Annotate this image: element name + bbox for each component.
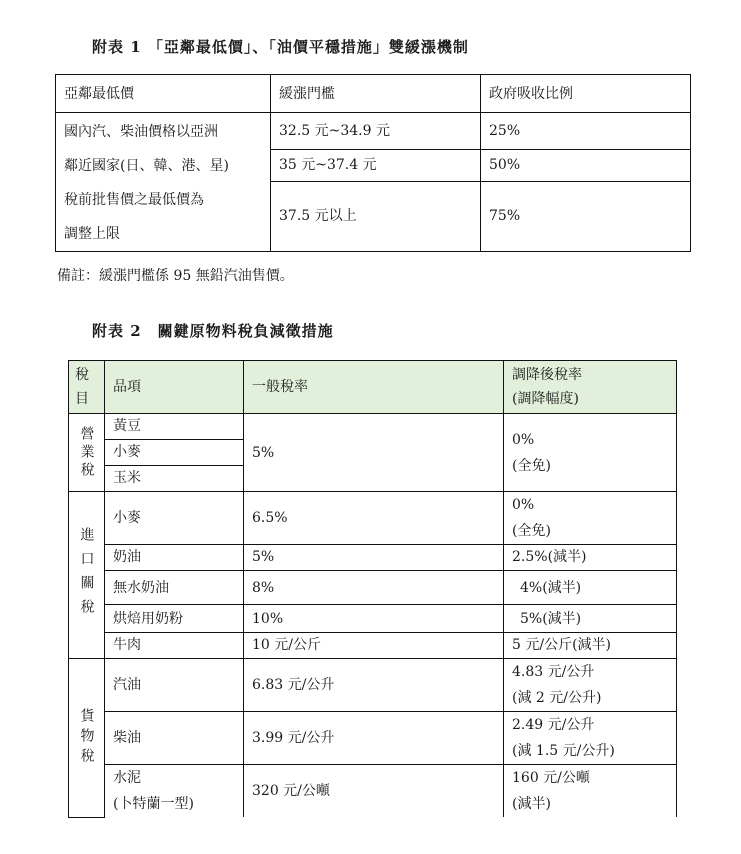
threshold-cell: 35 元~37.4 元 — [271, 149, 481, 181]
header-general-rate: 一般稅率 — [244, 361, 504, 414]
header-reduced-rate-line2: (調降幅度) — [512, 391, 579, 407]
table1-title: 附表 1 「亞鄰最低價」、「油價平穩措施」雙緩漲機制 — [92, 38, 469, 56]
header-government-ratio: 政府吸收比例 — [481, 75, 691, 113]
table-row — [69, 571, 677, 605]
table1-note: 備註：緩漲門檻係 95 無鉛汽油售價。 — [57, 268, 294, 284]
table-row — [69, 633, 677, 659]
general-rate-cell: 3.99 元/公升 — [244, 712, 504, 765]
header-reduced-rate — [504, 361, 677, 414]
item-cell — [105, 765, 244, 818]
reduced-rate-line: (減半) — [512, 796, 551, 812]
header-item: 品項 — [105, 361, 244, 414]
item-cell: 烘焙用奶粉 — [105, 605, 244, 633]
table-row — [69, 765, 677, 818]
threshold-cell: 37.5 元以上 — [271, 181, 481, 251]
table-row — [69, 492, 677, 545]
header-asia-lowest-price: 亞鄰最低價 — [56, 75, 271, 113]
item-cell: 黃豆 — [105, 414, 244, 440]
general-rate-cell: 10 元/公斤 — [244, 633, 504, 659]
reduced-rate-line: 2.49 元/公升 — [512, 717, 595, 733]
reduced-rate-line: 0% — [512, 497, 535, 513]
reduced-rate-cell: 4%(減半) — [504, 571, 677, 605]
ratio-cell: 25% — [481, 113, 691, 150]
item-line: 水泥 — [113, 770, 141, 786]
general-rate-cell: 10% — [244, 605, 504, 633]
category-import-tariff: 進口關稅 — [69, 492, 105, 659]
description-line: 稅前批售價之最低價為 — [64, 192, 204, 208]
description-cell — [56, 113, 271, 252]
ratio-cell: 75% — [481, 181, 691, 251]
reduced-rate-cell: 5%(減半) — [504, 605, 677, 633]
table-row — [56, 113, 691, 150]
item-cell: 小麥 — [105, 492, 244, 545]
general-rate-cell: 320 元/公噸 — [244, 765, 504, 818]
item-cell: 牛肉 — [105, 633, 244, 659]
table-row — [69, 712, 677, 765]
table-row — [69, 414, 677, 440]
general-rate-cell: 6.83 元/公升 — [244, 659, 504, 712]
reduced-rate-cell: 2.5%(減半) — [504, 545, 677, 571]
category-commodity-tax: 貨物稅 — [69, 659, 105, 818]
ratio-cell: 50% — [481, 149, 691, 181]
reduced-rate-cell — [504, 659, 677, 712]
price-buffer-mechanism-table — [55, 74, 691, 252]
item-cell: 柴油 — [105, 712, 244, 765]
general-rate-cell: 6.5% — [244, 492, 504, 545]
reduced-rate-cell — [504, 765, 677, 818]
reduced-rate-line: (減 2 元/公升) — [512, 690, 602, 706]
threshold-cell: 32.5 元~34.9 元 — [271, 113, 481, 150]
reduced-rate-cell — [504, 712, 677, 765]
description-line: 國內汽、柴油價格以亞洲 — [64, 124, 218, 140]
reduced-rate-line: 160 元/公噸 — [512, 770, 590, 786]
table-row — [69, 545, 677, 571]
reduced-rate-line: 0% — [512, 431, 535, 448]
item-line: (卜特蘭一型) — [113, 796, 194, 812]
reduced-rate-line: (全免) — [512, 523, 551, 539]
item-cell: 玉米 — [105, 466, 244, 492]
table-row — [69, 659, 677, 712]
reduced-rate-cell — [504, 414, 677, 492]
general-rate-cell: 5% — [244, 545, 504, 571]
table2-title: 附表 2 關鍵原物料稅負減徵措施 — [92, 322, 334, 340]
reduced-rate-line: (減 1.5 元/公升) — [512, 743, 615, 759]
item-cell: 小麥 — [105, 440, 244, 466]
item-cell: 汽油 — [105, 659, 244, 712]
reduced-rate-cell — [504, 492, 677, 545]
reduced-rate-line: (全免) — [512, 457, 551, 474]
description-line: 鄰近國家(日、韓、港、星) — [64, 158, 229, 174]
item-cell: 奶油 — [105, 545, 244, 571]
header-reduced-rate-line1: 調降後稅率 — [512, 367, 582, 383]
reduced-rate-cell: 5 元/公斤(減半) — [504, 633, 677, 659]
general-rate-cell: 8% — [244, 571, 504, 605]
header-threshold: 緩漲門檻 — [271, 75, 481, 113]
item-cell: 無水奶油 — [105, 571, 244, 605]
table-row — [69, 605, 677, 633]
category-business-tax: 營業稅 — [69, 414, 105, 492]
table-header-row — [69, 361, 677, 414]
header-category: 稅目 — [69, 361, 105, 414]
table-header-row — [56, 75, 691, 113]
reduced-rate-line: 4.83 元/公升 — [512, 664, 595, 680]
description-line: 調整上限 — [64, 226, 120, 242]
general-rate-cell: 5% — [244, 414, 504, 492]
tax-reduction-table — [68, 360, 677, 818]
